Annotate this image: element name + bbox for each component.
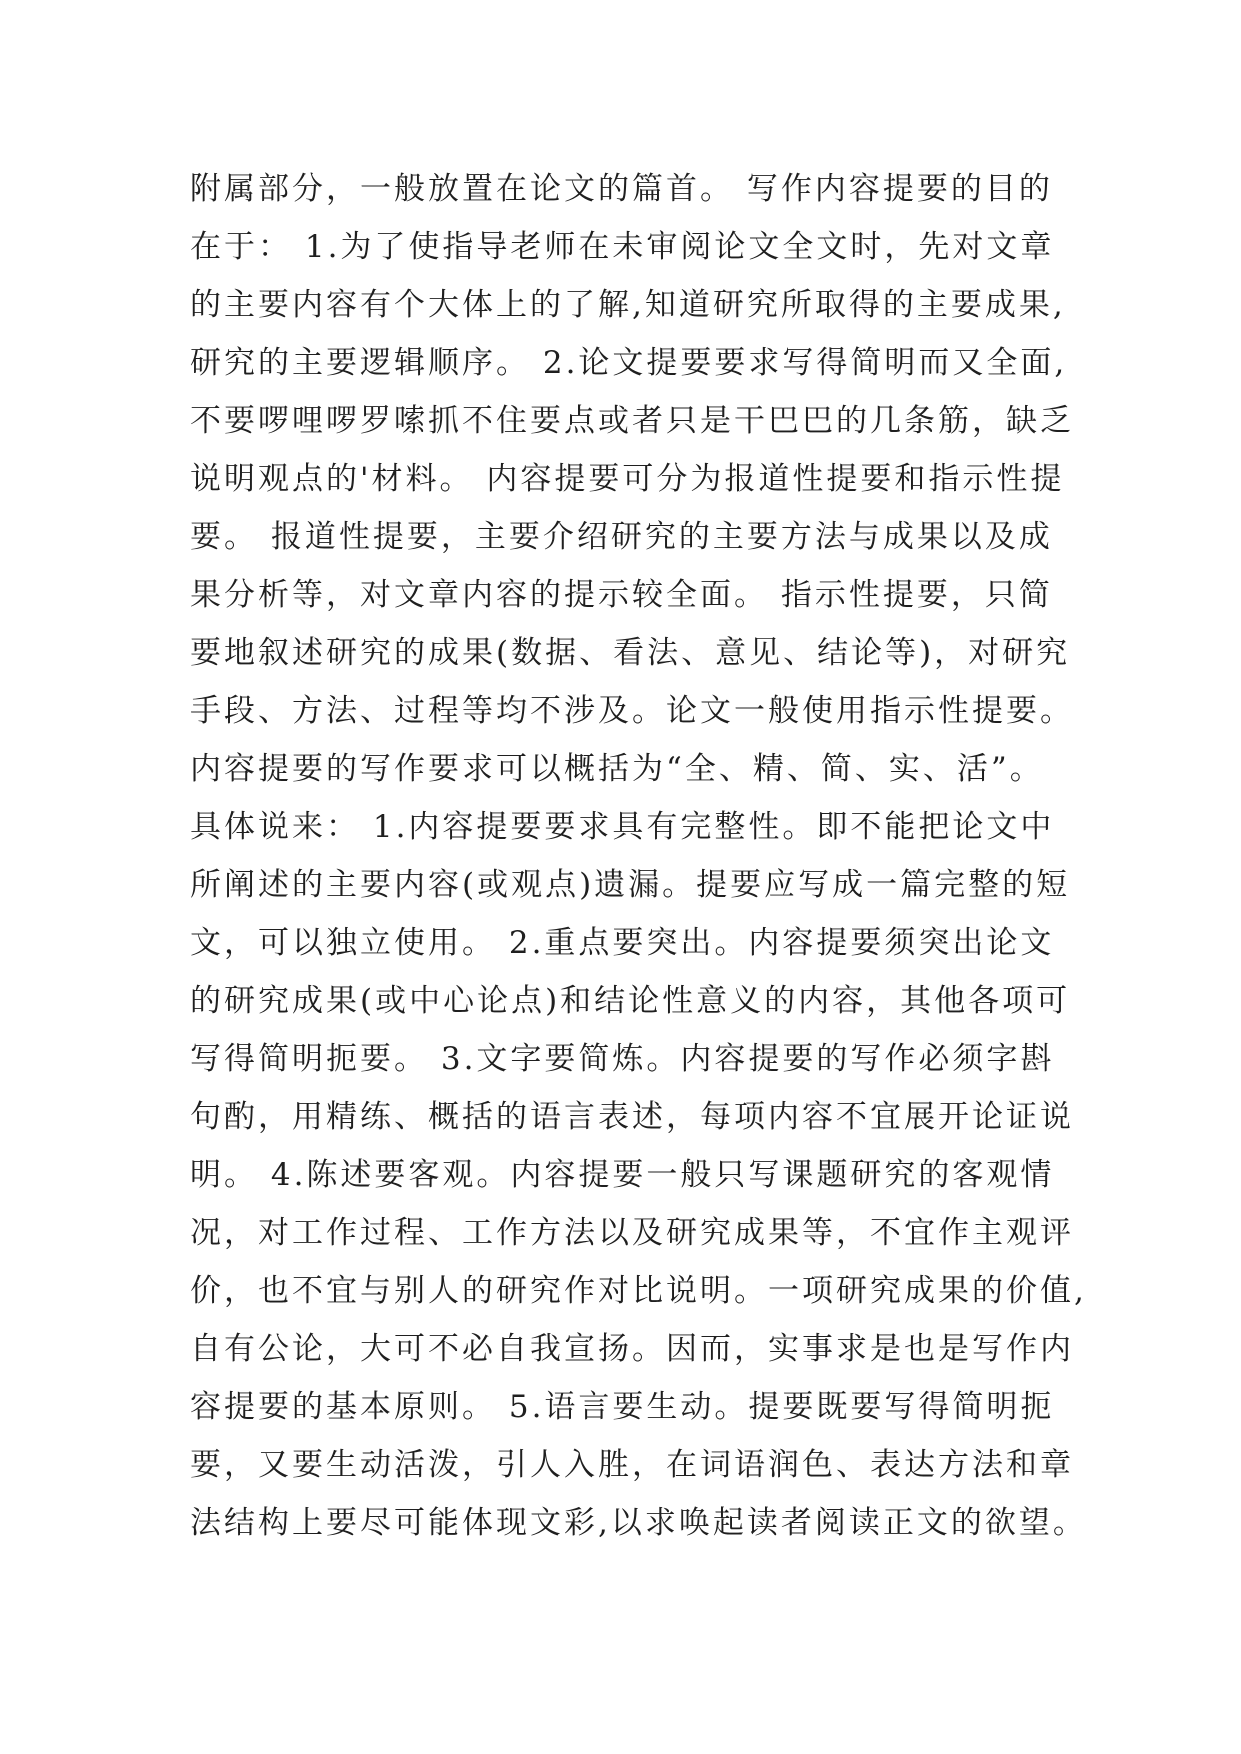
text-line: 容提要的基本原则。 5.语言要生动。提要既要写得简明扼 [190, 1389, 1055, 1425]
text-line: 要。 报道性提要，主要介绍研究的主要方法与成果以及成 [190, 519, 1053, 555]
text-line: 说明观点的'材料。 内容提要可分为报道性提要和指示性提 [190, 461, 1065, 497]
text-line: 要，又要生动活泼，引人入胜，在词语润色、表达方法和章 [190, 1447, 1074, 1483]
text-line: 不要啰哩啰罗嗦抓不住要点或者只是干巴巴的几条筋，缺乏 [190, 403, 1074, 439]
text-line: 所阐述的主要内容(或观点)遗漏。提要应写成一篇完整的短 [190, 867, 1071, 903]
body-text [190, 160, 1090, 1552]
text-line: 在于： 1.为了使指导老师在未审阅论文全文时，先对文章 [190, 229, 1055, 265]
text-line: 具体说来： 1.内容提要要求具有完整性。即不能把论文中 [190, 809, 1055, 845]
text-line: 写得简明扼要。 3.文字要简炼。内容提要的写作必须字斟 [190, 1041, 1055, 1077]
text-line: 研究的主要逻辑顺序。 2.论文提要要求写得简明而又全面, [190, 345, 1068, 381]
text-line: 法结构上要尽可能体现文彩,以求唤起读者阅读正文的欲望。 [190, 1505, 1087, 1541]
text-line: 句酌，用精练、概括的语言表述，每项内容不宜展开论证说 [190, 1099, 1074, 1135]
text-line: 况，对工作过程、工作方法以及研究成果等，不宜作主观评 [190, 1215, 1074, 1251]
text-line: 自有公论，大可不必自我宣扬。因而，实事求是也是写作内 [190, 1331, 1074, 1367]
text-line: 的研究成果(或中心论点)和结论性意义的内容，其他各项可 [190, 983, 1071, 1019]
text-line: 价，也不宜与别人的研究作对比说明。一项研究成果的价值, [190, 1273, 1087, 1309]
text-line: 内容提要的写作要求可以概括为“全、精、简、实、活”。 [190, 751, 1044, 787]
text-line: 明。 4.陈述要客观。内容提要一般只写课题研究的客观情 [190, 1157, 1055, 1193]
text-line: 要地叙述研究的成果(数据、看法、意见、结论等)，对研究 [190, 635, 1071, 671]
text-line: 手段、方法、过程等均不涉及。论文一般使用指示性提要。 [190, 693, 1074, 729]
text-line: 附属部分，一般放置在论文的篇首。 写作内容提要的目的 [190, 171, 1053, 207]
text-line: 的主要内容有个大体上的了解,知道研究所取得的主要成果, [190, 287, 1066, 323]
text-line: 果分析等，对文章内容的提示较全面。 指示性提要，只简 [190, 577, 1053, 613]
text-line: 文，可以独立使用。 2.重点要突出。内容提要须突出论文 [190, 925, 1055, 961]
